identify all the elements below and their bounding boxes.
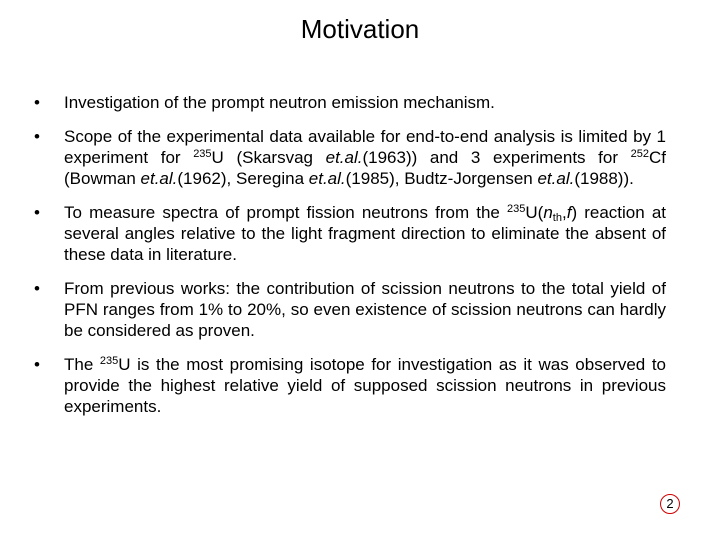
bullet-text: Cf (Bowman — [64, 148, 667, 188]
bullet-text: , — [561, 203, 567, 222]
bullet-item — [30, 354, 666, 417]
bullet-marker: • — [34, 355, 40, 374]
fission-symbol: f — [566, 203, 572, 222]
bullet-text: To measure spectra of prompt fission neutrons from the — [64, 203, 507, 222]
neutron-symbol: n — [543, 203, 553, 222]
isotope-mass-superscript: 235 — [193, 148, 212, 160]
bullet-marker: • — [34, 93, 40, 112]
isotope-mass-superscript: 235 — [507, 203, 526, 215]
citation-etal: et.al. — [325, 148, 363, 167]
citation-etal: et.al. — [537, 169, 575, 188]
bullet-item — [30, 202, 666, 265]
isotope-mass-superscript: 252 — [630, 148, 650, 160]
bullet-marker: • — [34, 127, 40, 146]
slide-title: Motivation — [300, 14, 420, 44]
bullet-marker: • — [34, 279, 40, 298]
thermal-subscript: th — [552, 212, 562, 224]
bullet-list — [30, 92, 666, 430]
bullet-text: Investigation of the prompt neutron emission mechanism. — [64, 93, 495, 112]
bullet-text: U is the most promising isotope for investigation as it was observed to provide the highest relative yield of supposed scission neutrons in previous experiments. — [64, 355, 666, 416]
bullet-item — [30, 92, 666, 113]
bullet-marker: • — [34, 203, 40, 222]
bullet-text: (1988)). — [574, 169, 634, 188]
page-number-badge: 2 — [660, 494, 680, 514]
citation-etal: et.al. — [308, 169, 346, 188]
bullet-text: (1985), Budtz-Jorgensen — [345, 169, 538, 188]
bullet-item — [30, 126, 666, 189]
bullet-text: ) reaction at several angles relative to the light fragment direction to eliminate the absent of these data in literature. — [64, 203, 666, 264]
isotope-mass-superscript: 235 — [99, 355, 119, 367]
bullet-text: From previous works: the contribution of scission neutrons to the total yield of PFN ranges from 1% to 20%, so even existence of scission neutrons can hardly be considered as proven. — [64, 279, 666, 340]
bullet-text: The — [64, 355, 100, 374]
bullet-text: Scope of the experimental data available for end-to-end analysis is limited by 1 experiment for — [64, 127, 666, 167]
citation-etal: et.al. — [140, 169, 178, 188]
bullet-text: (1962), Seregina — [177, 169, 309, 188]
bullet-text: U (Skarsvag — [211, 148, 326, 167]
bullet-text: (1963)) and 3 experiments for — [362, 148, 631, 167]
bullet-item — [30, 278, 666, 341]
bullet-text: U( — [525, 203, 544, 222]
